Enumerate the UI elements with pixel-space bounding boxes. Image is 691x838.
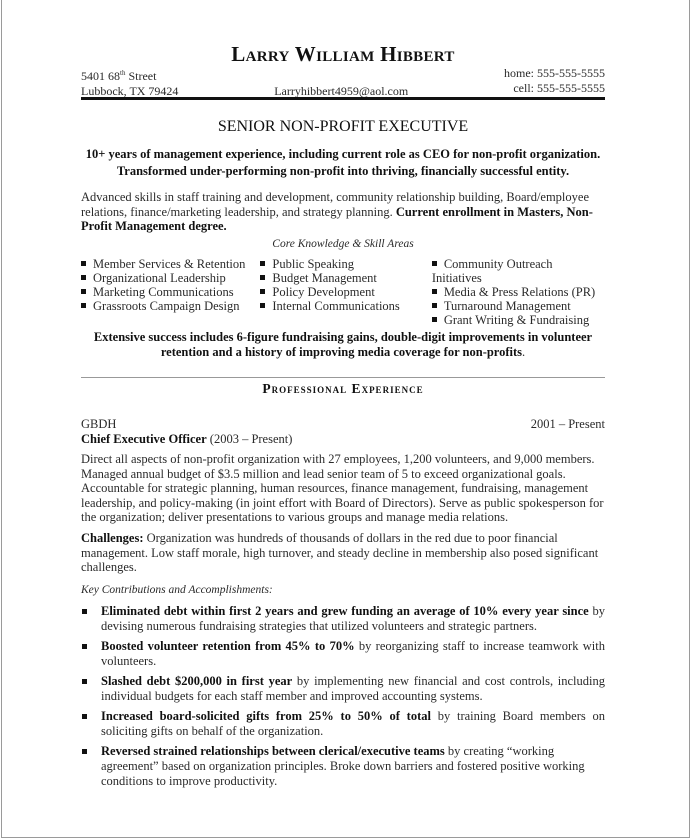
section-heading: Professional Experience <box>262 381 424 396</box>
candidate-name: Larry William Hibbert <box>231 42 455 66</box>
email: Larryhibbert4959@aol.com <box>274 83 409 98</box>
job-dates: 2001 – Present <box>530 417 605 431</box>
accomplishments-list <box>81 604 605 789</box>
company: GBDH <box>81 417 117 431</box>
resume-title: SENIOR NON-PROFIT EXECUTIVE <box>217 118 469 135</box>
header-rule <box>81 97 605 100</box>
skills-column: Member Services & Retention Organizational Leadership Marketing Communications Grassroots Campaign Design <box>81 257 260 327</box>
skills-column: Public Speaking Budget Management Policy Development Internal Communications <box>260 257 431 327</box>
skills-heading: Core Knowledge & Skill Areas <box>272 238 414 250</box>
job: GBDH 2001 – Present Chief Executive Officer (2003 – Present) Direct all aspects of non-profit organization with 27 employees, 1,200 volunteers, and 9,000 members. Managed annual budget of $3.5 million and lead senior team of 5 to exceed organizational goals. Accountable for strategic planning, human resources, finance management, fundraising, management leadership, and policy-making (in joint effort with Board of Directors). Serve as public spokesperson for the organization; deliver presentations to various groups and manage media relations. Challenges: Organization was hundreds of thousands of dollars in the red due to poor financial management. Low staff morale, high turnover, and steady decline in membership also posed significant challenges. Key Contributions and Accomplishments: Eliminated debt within first 2 years and grew funding an average of 10% every year since by devising numerous fundraising strategies that utilized volunteers and strategic partners. Boosted volunteer retention from 45% to 70% by reorganizing staff to increase teamwork with volunteers. Slashed debt $200,000 in first year by implementing new financial and cost controls, including individual budgets for each staff member and improved accounting systems. Increased board-solicited gifts from 25% to 50% of total by training Board members on soliciting gifts on behalf of the organization. Reversed strained relationships between clerical/executive teams by creating “working agreement” based on organization principles. Broke down barriers and fostered positive working conditions to improve productivity. <box>81 417 606 788</box>
list-item: Reversed strained relationships between clerical/executive teams by creating “working agreement” based on organization principles. Broke down barriers and fostered positive working conditions to improve productivity. <box>81 744 605 789</box>
phones: home: 555-555-5555 cell: 555-555-5555 <box>503 66 605 95</box>
list-item: Boosted volunteer retention from 45% to 70% by reorganizing staff to increase teamwork with volunteers. <box>81 639 605 669</box>
contributions-heading: Key Contributions and Accomplishments: <box>81 583 273 596</box>
section-rule <box>81 377 605 378</box>
job-description: Direct all aspects of non-profit organization with 27 employees, 1,200 volunteers, and 9,000 members. Managed annual budget of $3.5 million and lead senior team of 5 to exceed organizational goals. Accountable for strategic planning, human resources, finance management, fundraising, management leadership, and policy-making (in joint effort with Board of Directors). Serve as public spokesperson for the organization; deliver presentations to various groups and manage media relations. <box>81 452 604 525</box>
address: 5401 68th Street Lubbock, TX 79424 <box>81 69 179 98</box>
list-item: Slashed debt $200,000 in first year by implementing new financial and cost controls, including individual budgets for each staff member and improved accounting systems. <box>81 674 605 704</box>
skills-column: Community Outreach Initiatives Media & Press Relations (PR) Turnaround Management Grant Writing & Fundraising <box>432 257 605 327</box>
summary: 10+ years of management experience, including current role as CEO for non-profit organization. Transformed under-performing non-profit into thriving, financially successful entity. <box>85 147 601 178</box>
skills-paragraph: Advanced skills in staff training and development, community relationship building, Board/employee relations, finance/marketing leadership, and strategy planning. Current enrollment in Masters, Non-Profit Management degree. <box>81 190 593 234</box>
skills-list <box>81 257 605 327</box>
job-role: Chief Executive Officer <box>81 432 207 446</box>
contact-info <box>81 66 605 98</box>
challenges: Challenges: Organization was hundreds of thousands of dollars in the red due to poor financial management. Low staff morale, high turnover, and steady decline in membership also posed significant challenges. <box>81 530 599 575</box>
success-statement: Extensive success includes 6-figure fundraising gains, double-digit improvements in volunteer retention and a history of improving media coverage for non-profits. <box>93 330 593 359</box>
list-item: Increased board-solicited gifts from 25% to 50% of total by training Board members on soliciting gifts on behalf of the organization. <box>81 709 605 739</box>
list-item: Eliminated debt within first 2 years and grew funding an average of 10% every year since by devising numerous fundraising strategies that utilized volunteers and strategic partners. <box>81 604 605 634</box>
